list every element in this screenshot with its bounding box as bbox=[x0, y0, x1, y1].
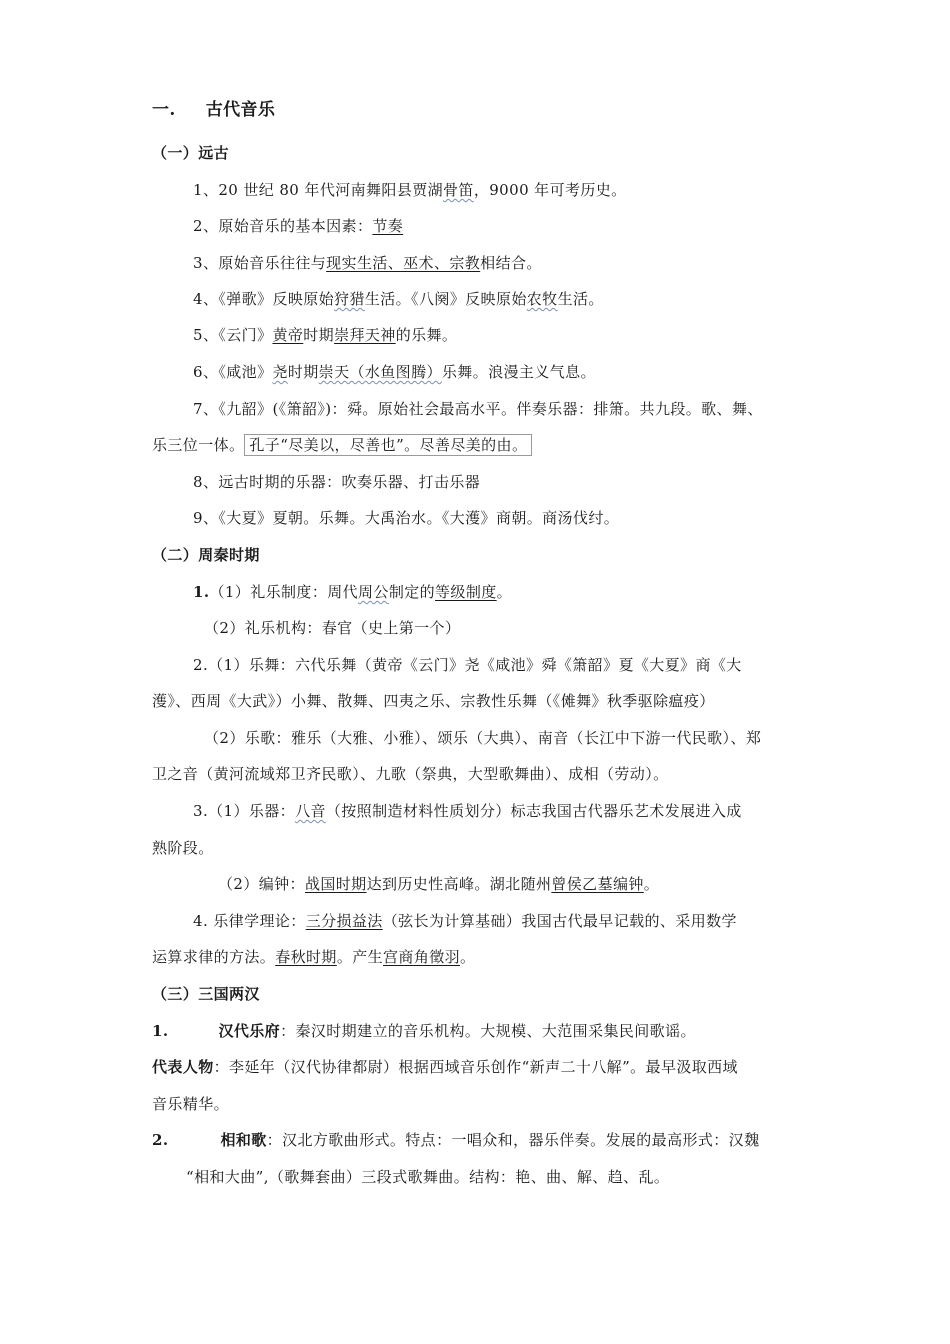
list-item: （2）乐歌：雅乐（大雅、小雅）、颂乐（大典）、南音（长江中下游一代民歌）、郑 bbox=[204, 729, 762, 747]
list-item-continuation: 乐三位一体。 孔子“尽美以，尽善也”。尽善尽美的由。 bbox=[152, 435, 950, 455]
list-item: （2）编钟：战国时期达到历史性高峰。湖北随州曾侯乙墓编钟。 bbox=[218, 875, 660, 893]
list-item: 1. 汉代乐府：秦汉时期建立的音乐机构。大规模、大范围采集民间歌谣。 bbox=[152, 1022, 696, 1040]
list-item: 6、《咸池》尧时期崇天（水鱼图腾）乐舞。浪漫主义气息。 bbox=[193, 363, 596, 381]
quote-box: 孔子“尽美以，尽善也”。尽善尽美的由。 bbox=[244, 434, 532, 456]
list-item: 8、远古时期的乐器：吹奏乐器、打击乐器 bbox=[193, 473, 481, 491]
list-item: 7、《九韶》(《箫韶》)：舜。原始社会最高水平。伴奏乐器：排箫。共九段。歌、舞、 bbox=[193, 400, 763, 418]
list-item: 3、原始音乐往往与现实生活、巫术、宗教相结合。 bbox=[193, 254, 542, 272]
list-item: 3.（1）乐器：八音（按照制造材料性质划分）标志我国古代器乐艺术发展进入成 bbox=[193, 802, 742, 820]
section-heading-1: （一）远古 bbox=[152, 144, 230, 162]
list-item-continuation: 音乐精华。 bbox=[152, 1095, 230, 1113]
list-item-continuation: 卫之音（黄河流域郑卫齐民歌）、九歌（祭典，大型歌舞曲）、成相（劳动）。 bbox=[152, 765, 669, 783]
list-item: 代表人物：李延年（汉代协律都尉）根据西域音乐创作“新声二十八解”。最早汲取西域 bbox=[152, 1058, 738, 1076]
section-heading-2: （二）周秦时期 bbox=[152, 546, 260, 564]
list-item: 9、《大夏》夏朝。乐舞。大禹治水。《大濩》商朝。商汤伐纣。 bbox=[193, 509, 620, 527]
chapter-heading bbox=[152, 100, 950, 120]
list-item: 4、《弹歌》反映原始狩猎生活。《八阕》反映原始农牧生活。 bbox=[193, 290, 604, 308]
list-item-continuation: 濩》、西周《大武》）小舞、散舞、四夷之乐、宗教性乐舞（《傩舞》秋季驱除瘟疫） bbox=[152, 692, 715, 710]
section-heading-3: （三）三国两汉 bbox=[152, 985, 260, 1003]
list-item: （2）礼乐机构：春官（史上第一个） bbox=[204, 619, 461, 637]
list-item-continuation: 运算求律的方法。春秋时期。产生宫商角徵羽。 bbox=[152, 948, 476, 966]
chapter-title: 古代音乐 bbox=[205, 100, 276, 120]
chapter-number: 一. bbox=[152, 100, 176, 120]
list-item: 1、20 世纪 80 年代河南舞阳县贾湖骨笛，9000 年可考历史。 bbox=[193, 181, 627, 199]
list-item: 2、原始音乐的基本因素：节奏 bbox=[193, 217, 404, 235]
list-item: 1.（1）礼乐制度：周代周公制定的等级制度。 bbox=[193, 583, 513, 601]
list-item: 2.（1）乐舞：六代乐舞（黄帝《云门》尧《咸池》舜《箫韶》夏《大夏》商《大 bbox=[193, 656, 742, 674]
list-item-continuation: “相和大曲”,（歌舞套曲）三段式歌舞曲。结构：艳、曲、解、趋、乱。 bbox=[186, 1168, 670, 1186]
list-item: 5、《云门》黄帝时期崇拜天神的乐舞。 bbox=[193, 326, 458, 344]
list-item: 2. 相和歌：汉北方歌曲形式。特点：一唱众和，器乐伴奏。发展的最高形式：汉魏 bbox=[152, 1131, 760, 1149]
list-item-continuation: 熟阶段。 bbox=[152, 839, 214, 857]
list-item: 4. 乐律学理论：三分损益法（弦长为计算基础）我国古代最早记载的、采用数学 bbox=[193, 912, 737, 930]
